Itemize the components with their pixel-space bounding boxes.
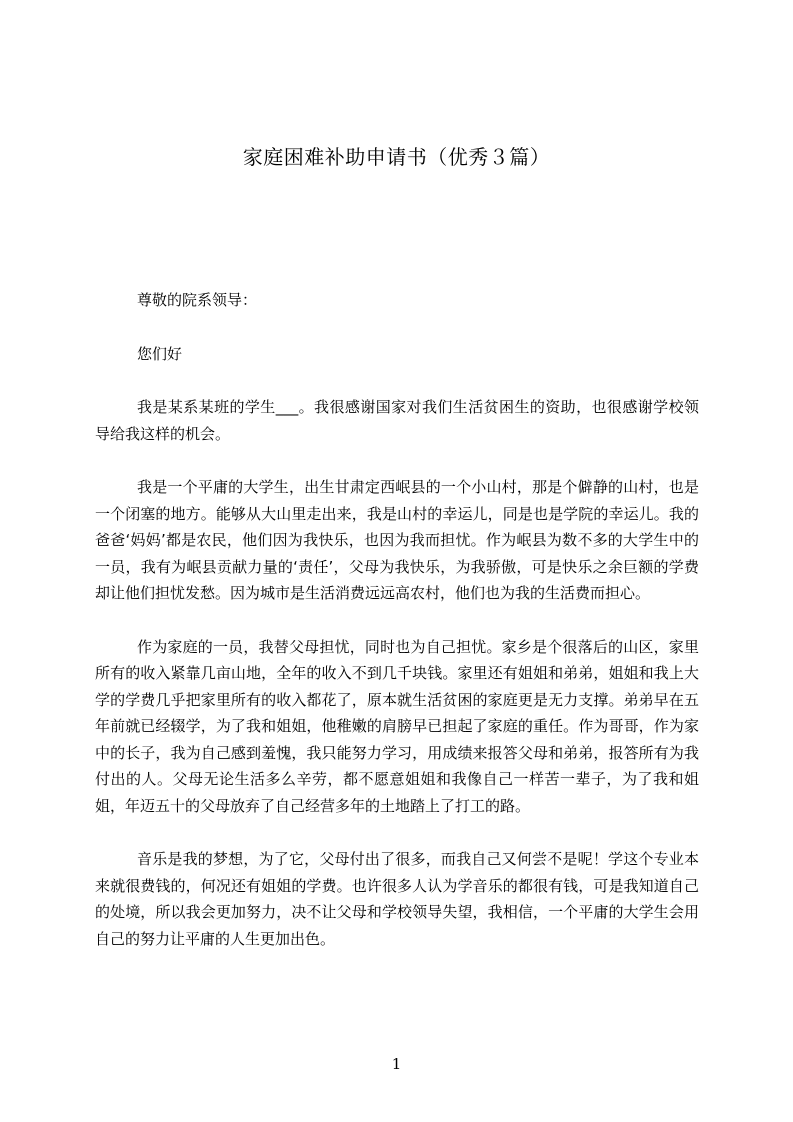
body-paragraph: 我是一个平庸的大学生，出生甘肃定西岷县的一个小山村，那是个僻静的山村，也是一个闭塞的地方。能够从大山里走出来，我是山村的幸运儿，同是也是学院的幸运儿。我的爸爸‘妈妈’都是农民，他们因为我快乐，也因为我而担忧。作为岷县为数不多的大学生中的一员，我有为岷县贡献力量的‘责任’，父母为我快乐，为我骄傲，可是快乐之余巨额的学费却让他们担忧发愁。因为城市是生活消费远远高农村，他们也为我的生活费而担心。: [95, 478, 699, 602]
salutation: 尊敬的院系领导：: [137, 291, 258, 309]
body-paragraph: 作为家庭的一员，我替父母担忧，同时也为自己担忧。家乡是个很落后的山区，家里所有的收入紧靠几亩山地，全年的收入不到几千块钱。家里还有姐姐和弟弟，姐姐和我上大学的学费几乎把家里所有的收入都花了，原本就生活贫困的家庭更是无力支撑。弟弟早在五年前就已经辍学，为了我和姐姐，他稚嫩的肩膀早已担起了家庭的重任。作为哥哥，作为家中的长子，我为自己感到羞愧，我只能努力学习，用成绩来报答父母和弟弟，报答所有为我付出的人。父母无论生活多么辛劳，都不愿意姐姐和我像自己一样苦一辈子，为了我和姐姐，年迈五十的父母放弃了自己经营多年的土地踏上了打工的路。: [95, 637, 699, 815]
body-paragraph: 音乐是我的梦想，为了它，父母付出了很多，而我自己又何尝不是呢！学这个专业本来就很费钱的，何况还有姐姐的学费。也许很多人认为学音乐的都很有钱，可是我知道自己的处境，所以我会更加努力，决不让父母和学校领导失望，我相信，一个平庸的大学生会用自己的努力让平庸的人生更加出色。: [95, 850, 699, 948]
body-paragraph: 我是某系某班的学生___。我很感谢国家对我们生活贫困生的资助，也很感谢学校领导给我这样的机会。: [95, 398, 699, 443]
greeting: 您们好: [137, 344, 183, 363]
document-body: [95, 287, 699, 979]
page-number: 1: [391, 1055, 402, 1073]
document-title: 家庭困难补助申请书（优秀３篇）: [242, 145, 551, 169]
